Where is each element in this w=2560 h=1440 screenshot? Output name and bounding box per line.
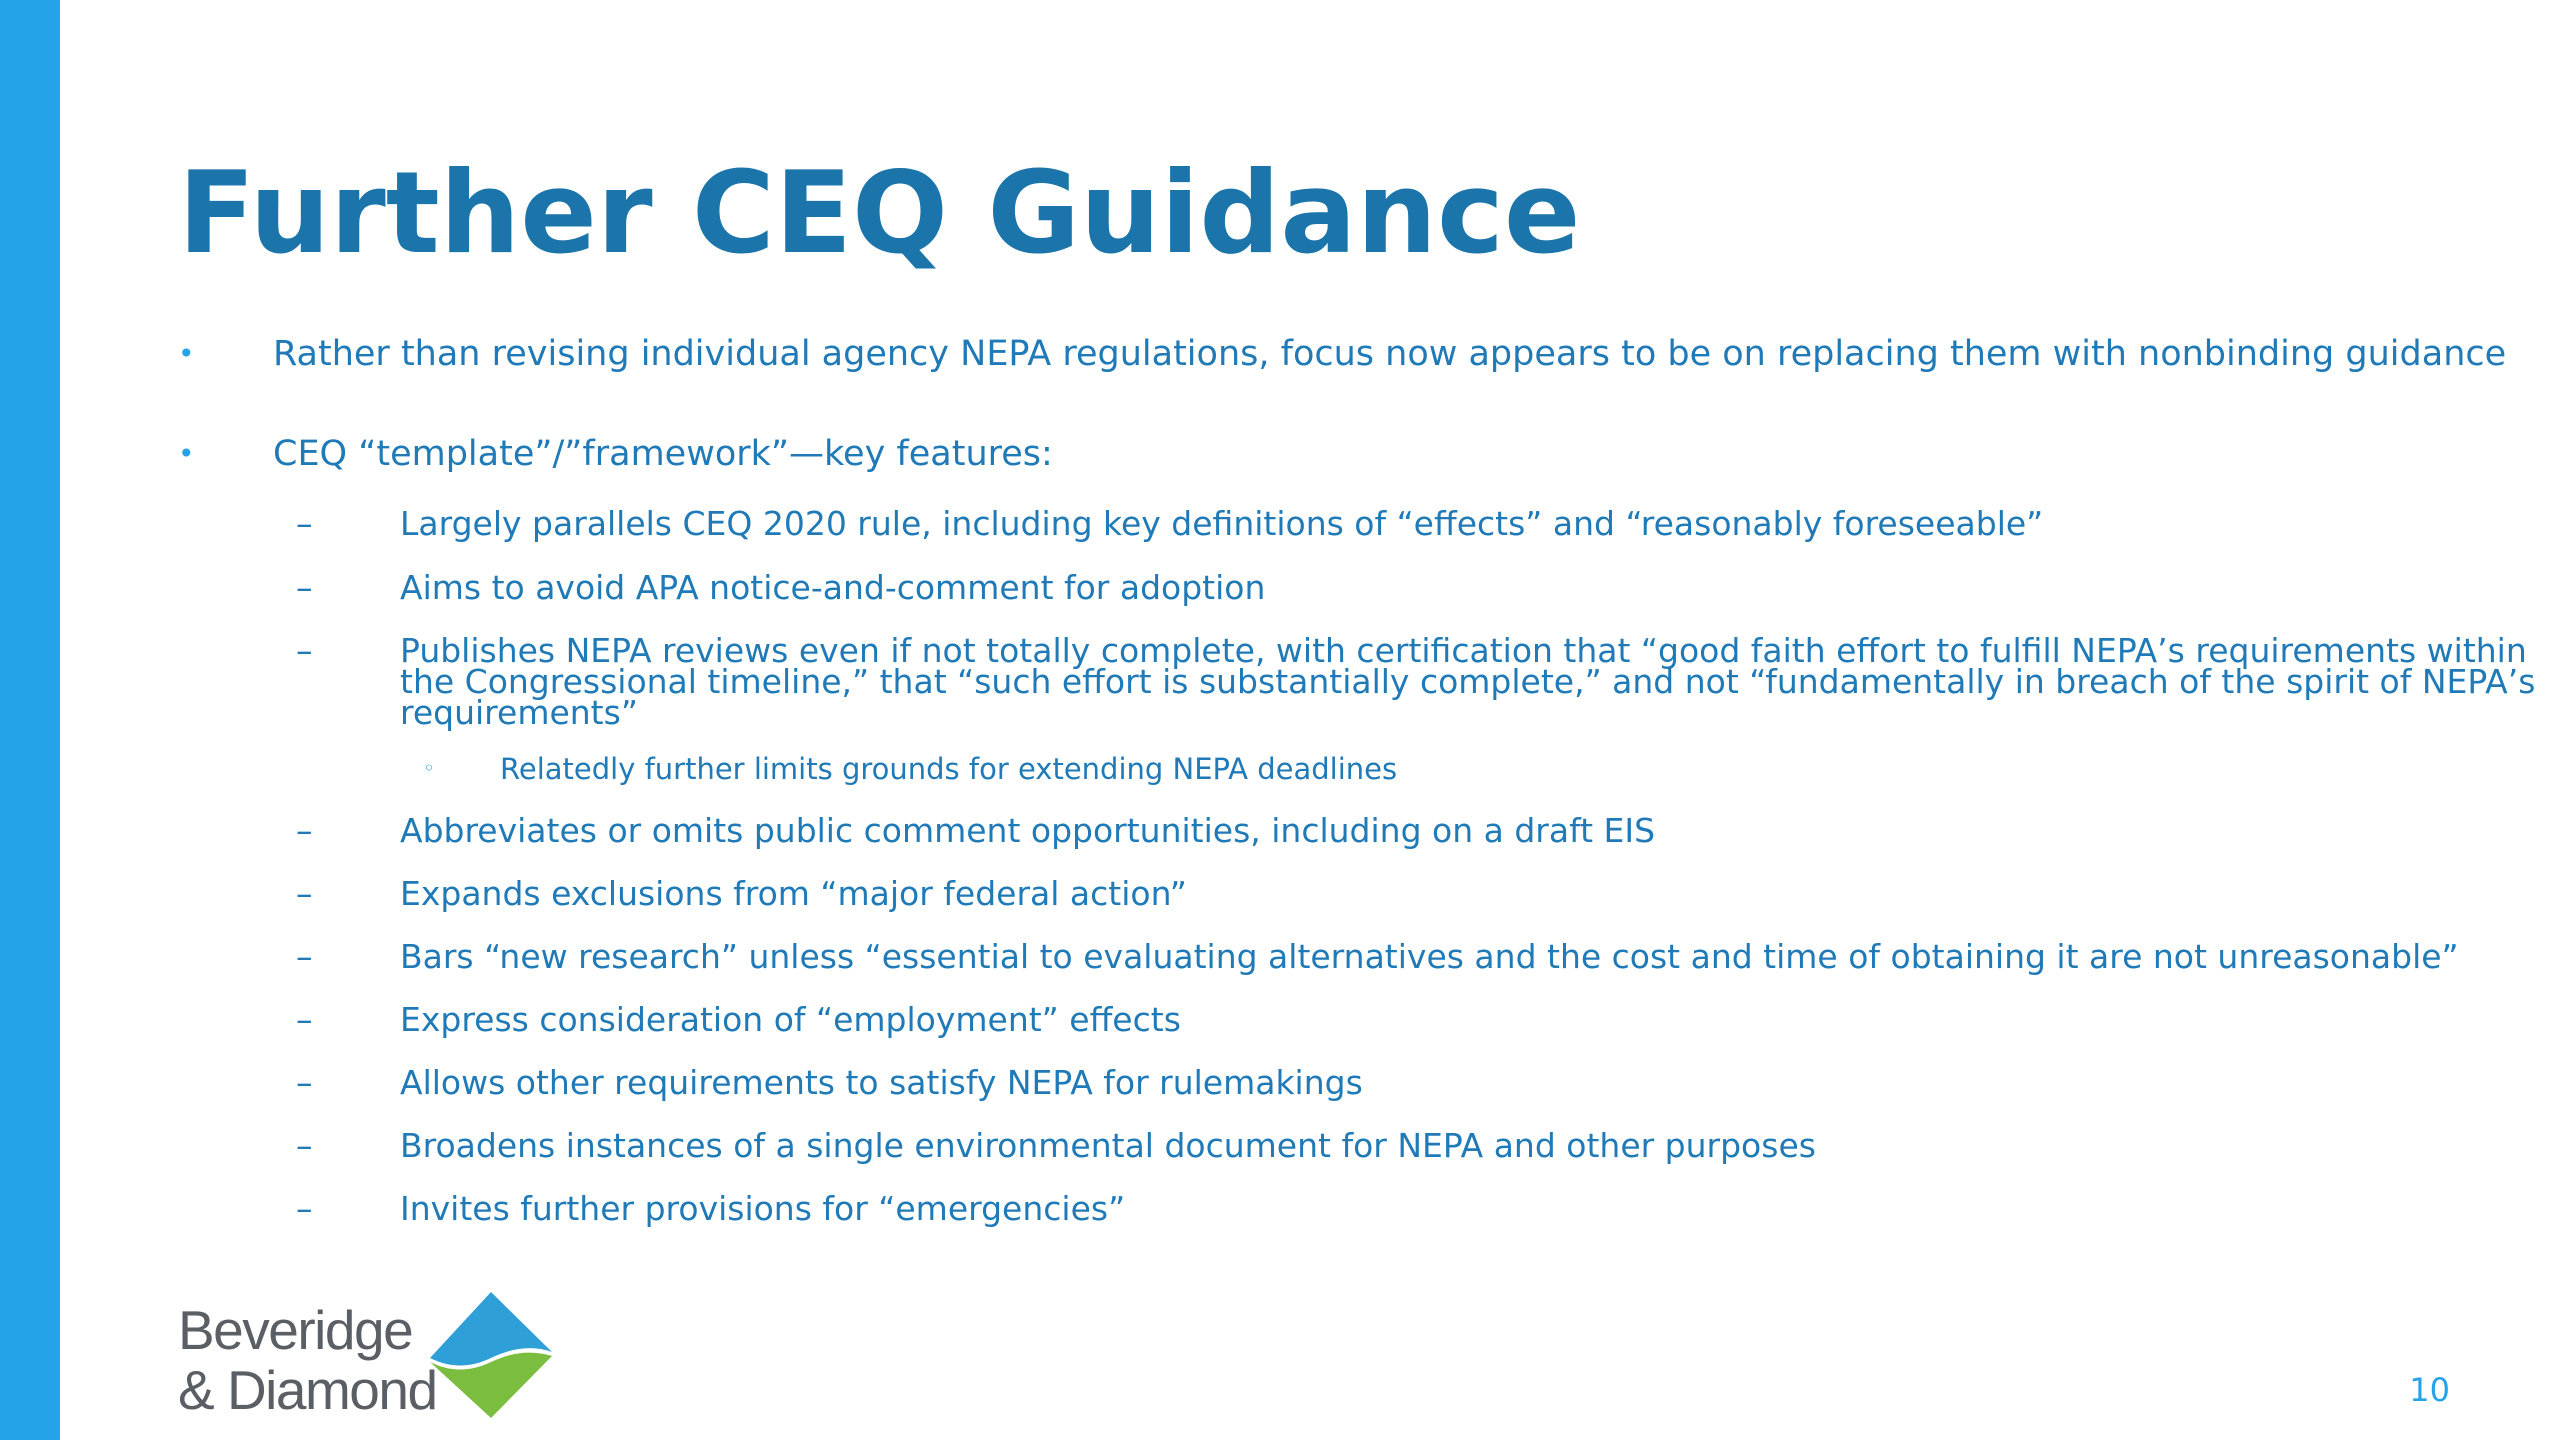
page-number: 10 bbox=[2409, 1371, 2450, 1409]
bullet-text: Rather than revising individual agency NEPA regulations, focus now appears to be on replacing them with nonbinding guidance bbox=[273, 334, 2507, 374]
bullet-item bbox=[178, 434, 2513, 474]
dash-icon: – bbox=[296, 1063, 313, 1102]
sub-bullet-text: Allows other requirements to satisfy NEPA for rulemakings bbox=[400, 1063, 1363, 1102]
sub-sub-bullet-text: Relatedly further limits grounds for extending NEPA deadlines bbox=[500, 752, 1398, 786]
dash-icon: – bbox=[296, 631, 313, 670]
dash-icon: – bbox=[296, 568, 313, 607]
sub-bullet-text: Express consideration of “employment” effects bbox=[400, 1000, 1181, 1039]
bullet-item bbox=[178, 334, 2513, 374]
company-logo bbox=[178, 1290, 558, 1430]
dash-icon: – bbox=[296, 937, 313, 976]
left-accent-bar bbox=[0, 0, 60, 1440]
hollow-circle-icon: ◦ bbox=[423, 756, 435, 780]
sub-bullet-text: Publishes NEPA reviews even if not totally complete, with certification that “good faith effort to fulfill NEPA’s requirements within the Congressional timeline,” that “such effort is substantially complete,” and not “fundamentally in breach of the spirit of NEPA’s requirements” bbox=[400, 631, 2536, 732]
sub-bullet-text: Abbreviates or omits public comment opportunities, including on a draft EIS bbox=[400, 811, 1656, 850]
sub-bullet-item bbox=[296, 504, 2560, 543]
dash-icon: – bbox=[296, 504, 313, 543]
sub-bullet-item bbox=[296, 631, 2560, 732]
bullet-dot-icon: • bbox=[178, 337, 195, 370]
bullet-dot-icon: • bbox=[178, 437, 195, 470]
sub-bullet-text: Expands exclusions from “major federal action” bbox=[400, 874, 1187, 913]
sub-bullet-item bbox=[296, 568, 2560, 607]
sub-bullet-item bbox=[296, 811, 2560, 850]
bullet-text: CEQ “template”/”framework”—key features: bbox=[273, 434, 1053, 474]
sub-bullet-item bbox=[296, 1126, 2560, 1165]
sub-bullet-item bbox=[296, 1000, 2560, 1039]
sub-bullet-text: Largely parallels CEQ 2020 rule, including key definitions of “effects” and “reasonably foreseeable” bbox=[400, 504, 2044, 543]
logo-text-line2: & Diamond bbox=[178, 1359, 437, 1421]
sub-sub-bullet-item bbox=[423, 752, 2500, 786]
dash-icon: – bbox=[296, 1000, 313, 1039]
sub-bullet-item bbox=[296, 874, 2560, 913]
dash-icon: – bbox=[296, 1189, 313, 1228]
sub-bullet-item bbox=[296, 1063, 2560, 1102]
dash-icon: – bbox=[296, 874, 313, 913]
dash-icon: – bbox=[296, 811, 313, 850]
sub-bullet-text: Aims to avoid APA notice-and-comment for adoption bbox=[400, 568, 1266, 607]
slide-title: Further CEQ Guidance bbox=[178, 147, 1581, 279]
diamond-logo-icon bbox=[428, 1290, 554, 1420]
dash-icon: – bbox=[296, 1126, 313, 1165]
sub-bullet-text: Invites further provisions for “emergencies” bbox=[400, 1189, 1126, 1228]
sub-bullet-item bbox=[296, 937, 2560, 976]
sub-bullet-text: Broadens instances of a single environmental document for NEPA and other purposes bbox=[400, 1126, 1816, 1165]
sub-bullet-text: Bars “new research” unless “essential to evaluating alternatives and the cost and time of obtaining it are not unreasonable” bbox=[400, 937, 2459, 976]
logo-text-line1: Beveridge bbox=[178, 1299, 413, 1361]
sub-bullet-item bbox=[296, 1189, 2560, 1228]
